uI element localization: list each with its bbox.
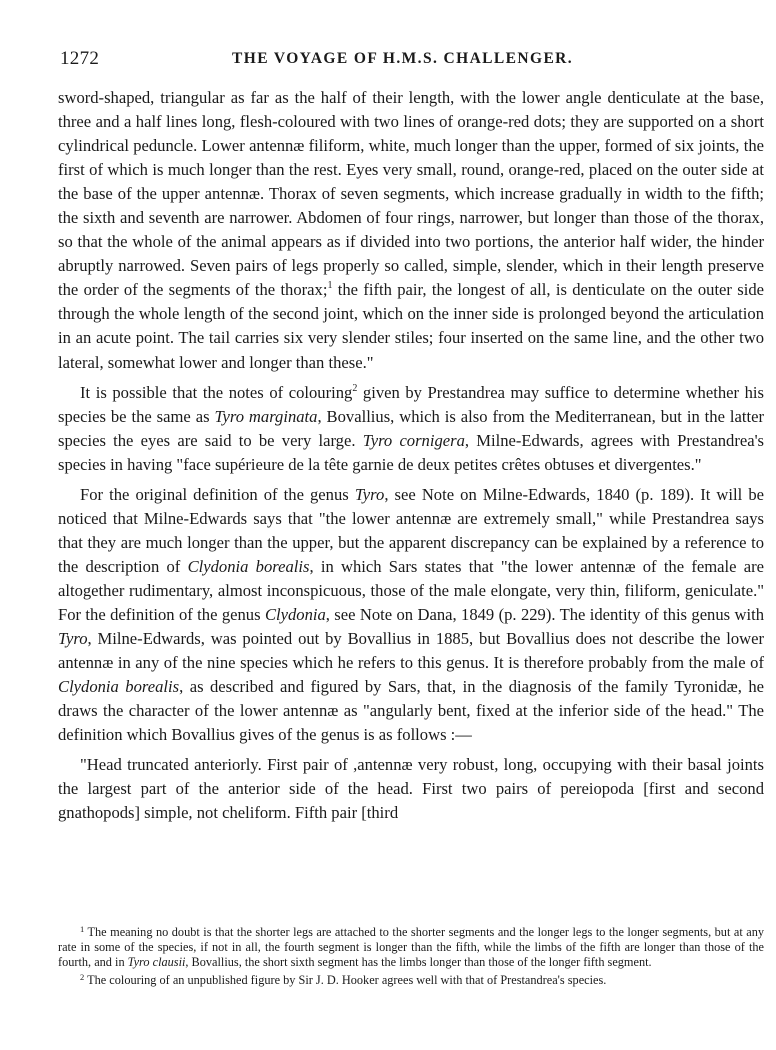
- species-name: Tyro clausii: [127, 955, 186, 970]
- paragraph-3: [58, 483, 764, 748]
- text-run: , Bovallius, which is also from the Mediterranean, but in the latter species the eyes are said to be very large.: [58, 406, 764, 450]
- species-name: Tyro cornigera: [362, 430, 465, 450]
- paragraph-1: [58, 86, 764, 375]
- text-run: , Bovallius, the short sixth segment has the limbs longer than those of the longer fifth segment.: [185, 955, 652, 970]
- paragraph-4: [58, 753, 764, 825]
- genus-name: Clydonia: [264, 604, 326, 624]
- body-text: [58, 86, 764, 831]
- text-run: , as described and figured by Sars, that, in the diagnosis of the family Tyronidæ, he draws the character of the lower antennæ as "angularly bent, fixed at the inferior side of the head." The definition which Bovallius gives of the genus is as follows :—: [58, 677, 765, 745]
- page-header: [60, 44, 740, 74]
- footnotes: [58, 925, 764, 990]
- text-run: , Milne-Edwards, agrees with Prestandrea's species in having "face supérieure de la tête garnie de deux petites crêtes obtuses et divergentes.": [58, 430, 765, 474]
- genus-name: Tyro: [58, 629, 88, 649]
- footnote-ref-2: 2: [352, 382, 358, 394]
- text-run: The meaning no doubt is that the shorter legs are attached to the shorter segments and the longer legs to the longer segments, but at any rate in some of the species, if not in all, the fourth segment is longer than the fifth, while the limbs of the fifth are longer than those of the fourth, and in: [58, 925, 764, 970]
- species-name: Clydonia borealis: [187, 556, 310, 576]
- footnote-1: [58, 925, 764, 971]
- footnote-mark: 1: [80, 924, 85, 934]
- text-run: The colouring of an unpublished figure by Sir J. D. Hooker agrees well with that of Prestandrea's species.: [84, 972, 607, 987]
- footnote-2: [58, 973, 764, 988]
- text-run: , in which Sars states that "the lower antennæ of the female are altogether rudimentary, almost inconspicuous, those of the male elongate, very thin, filiform, geniculate." For the definition of the genus: [58, 556, 764, 624]
- species-name: Tyro marginata: [214, 406, 318, 426]
- footnote-ref-1: 1: [327, 280, 333, 292]
- text-run: the fifth pair, the longest of all, is denticulate on the outer side through the whole length of the second joint, which on the inner side is prolonged beyond the articulation in an acute point. The tail carries six very slender stiles; four inserted on the same line, and the other two lateral, somewhat lower and longer than these.": [58, 280, 764, 372]
- text-run: "Head truncated anteriorly. First pair of ,antennæ very robust, long, occupying with their basal joints the largest part of the anterior side of the head. First two pairs of pereiopoda [first and second gnathopods] simple, not cheliform. Fifth pair [third: [58, 755, 764, 823]
- text-run: , Milne-Edwards, was pointed out by Bovallius in 1885, but Bovallius does not describe the lower antennæ in any of the nine species which he refers to this genus. It is therefore probably from the male of: [58, 629, 764, 673]
- genus-name: Tyro: [354, 484, 385, 504]
- text-run: , see Note on Milne-Edwards, 1840 (p. 189). It will be noticed that Milne-Edwards says that "the lower antennæ are extremely small," while Prestandrea says that they are much longer than the upper, but the apparent discrepancy can be explained by a reference to the description of: [58, 484, 764, 576]
- page-number: 1272: [60, 48, 100, 69]
- species-name: Clydonia borealis: [58, 677, 180, 697]
- footnote-mark: 2: [80, 971, 85, 982]
- text-run: sword-shaped, triangular as far as the half of their length, with the lower angle denticulate at the base, three and a half lines long, flesh-coloured with two lines of orange-red dots; they are supported on a short cylindrical peduncle. Lower antennæ filiform, white, much longer than the upper, formed of six joints, the first of which is much longer than the rest. Eyes very small, round, orange-red, placed on the outer side at the base of the upper antennæ. Thorax of seven segments, which increase gradually in width to the fifth; the sixth and seventh are narrower. Abdomen of four rings, narrower, but longer than those of the thorax, so that the whole of the animal appears as if divided into two portions, the anterior half wider, the hinder abruptly narrowed. Seven pairs of legs properly so called, simple, slender, which in their length preserve the order of the segments of the thorax;: [58, 88, 764, 300]
- text-run: It is possible that the notes of colouring: [80, 382, 353, 402]
- running-title: THE VOYAGE OF H.M.S. CHALLENGER.: [232, 50, 574, 67]
- text-run: For the original definition of the genus: [80, 484, 355, 504]
- text-run: , see Note on Dana, 1849 (p. 229). The identity of this genus with: [325, 604, 764, 624]
- text-run: given by Prestandrea may suffice to determine whether his species be the same as: [58, 382, 764, 426]
- paragraph-2: [58, 381, 764, 477]
